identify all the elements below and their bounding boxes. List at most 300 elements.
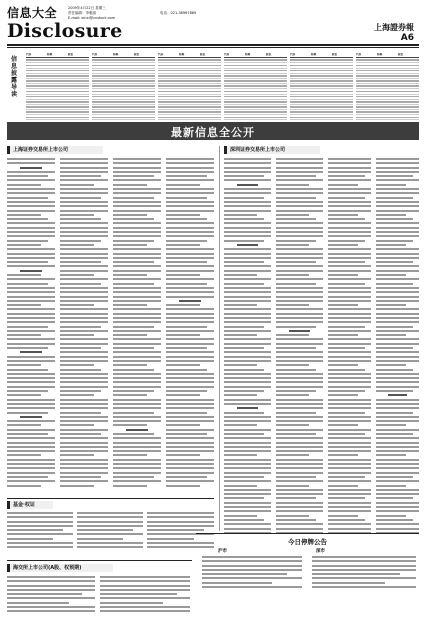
text-line xyxy=(328,317,371,319)
text-line xyxy=(60,360,108,362)
text-line xyxy=(166,403,214,405)
text-line xyxy=(166,235,214,237)
text-line xyxy=(276,377,323,379)
text-line xyxy=(328,467,371,469)
today-suspension-box xyxy=(196,533,419,616)
text-line xyxy=(376,304,406,306)
text-line xyxy=(376,326,413,328)
brand-name: 信息大全 xyxy=(7,6,58,20)
text-line xyxy=(328,326,365,328)
text-line xyxy=(20,167,42,169)
text-line xyxy=(224,523,271,525)
text-line xyxy=(60,356,108,358)
text-line xyxy=(60,416,108,418)
text-line xyxy=(276,399,323,401)
text-line xyxy=(328,179,371,181)
text-line xyxy=(276,446,323,448)
text-line xyxy=(60,192,108,194)
text-column-4 xyxy=(166,158,214,493)
text-line xyxy=(276,175,316,177)
text-line xyxy=(224,510,271,512)
text-line xyxy=(166,321,214,323)
text-line xyxy=(376,162,419,164)
text-line xyxy=(224,235,271,237)
text-line xyxy=(7,317,55,319)
text-line xyxy=(100,580,190,582)
text-line xyxy=(276,304,309,306)
header-cell: 简称 xyxy=(311,53,317,56)
text-line xyxy=(376,205,419,207)
text-line xyxy=(328,502,371,504)
text-line xyxy=(7,330,55,332)
text-line xyxy=(60,326,101,328)
text-line xyxy=(166,278,214,280)
text-line xyxy=(60,253,108,255)
text-line xyxy=(276,356,323,358)
text-line xyxy=(328,450,371,452)
text-line xyxy=(376,433,413,435)
text-line xyxy=(113,338,161,340)
text-line xyxy=(7,424,41,426)
text-line xyxy=(328,523,371,525)
text-line xyxy=(312,577,416,579)
text-line xyxy=(166,188,214,190)
text-line xyxy=(328,205,371,207)
text-line xyxy=(328,485,358,487)
text-line xyxy=(7,472,55,474)
text-line xyxy=(113,283,154,285)
text-line xyxy=(376,347,413,349)
text-line xyxy=(376,360,419,362)
text-line xyxy=(376,334,406,336)
text-line xyxy=(113,274,147,276)
text-line xyxy=(77,516,143,518)
text-line xyxy=(7,244,41,246)
text-line xyxy=(113,253,161,255)
text-line xyxy=(166,424,200,426)
text-line xyxy=(7,197,48,199)
text-line xyxy=(328,227,371,229)
text-line xyxy=(224,188,271,190)
text-line xyxy=(166,274,200,276)
text-line xyxy=(224,253,271,255)
text-line xyxy=(376,227,419,229)
text-line xyxy=(376,218,413,220)
text-line xyxy=(376,467,419,469)
text-line xyxy=(276,222,323,224)
text-line xyxy=(60,184,94,186)
text-line xyxy=(60,300,108,302)
text-line xyxy=(100,597,190,599)
text-line xyxy=(328,192,371,194)
text-line xyxy=(224,171,271,173)
text-line xyxy=(166,399,214,401)
disclosure-index-tables xyxy=(26,53,418,117)
text-line xyxy=(328,162,371,164)
text-line xyxy=(224,248,271,250)
text-line xyxy=(113,317,161,319)
text-line xyxy=(224,502,271,504)
text-line xyxy=(276,261,316,263)
text-line xyxy=(276,489,323,491)
text-line xyxy=(166,296,214,298)
text-line xyxy=(166,390,207,392)
text-line xyxy=(224,330,271,332)
text-line xyxy=(60,480,108,482)
text-line xyxy=(328,265,371,267)
text-line xyxy=(7,227,55,229)
text-line xyxy=(376,296,419,298)
text-line xyxy=(113,167,161,169)
text-line xyxy=(77,538,123,540)
text-line xyxy=(60,433,101,435)
text-line xyxy=(224,287,271,289)
text-line xyxy=(100,593,177,595)
text-line xyxy=(113,188,161,190)
text-line xyxy=(376,300,419,302)
text-line xyxy=(276,364,309,366)
text-line xyxy=(328,356,371,358)
text-line xyxy=(113,394,147,396)
text-line xyxy=(376,476,413,478)
text-line xyxy=(7,467,55,469)
text-line xyxy=(60,467,108,469)
side-label: 信息披露导读 xyxy=(10,56,17,98)
text-line xyxy=(376,416,419,418)
text-line xyxy=(113,399,161,401)
text-line xyxy=(166,420,214,422)
text-line xyxy=(224,265,271,267)
text-line xyxy=(113,351,161,353)
text-line xyxy=(202,565,302,567)
header-cell: 版位 xyxy=(332,53,338,56)
text-line xyxy=(7,321,55,323)
text-line xyxy=(276,240,316,242)
text-line xyxy=(7,201,55,203)
text-line xyxy=(100,602,163,604)
text-line xyxy=(166,184,200,186)
text-line xyxy=(276,158,323,160)
index-table xyxy=(158,53,221,126)
text-line xyxy=(7,446,55,448)
text-line xyxy=(376,253,419,255)
text-line xyxy=(376,175,413,177)
text-line xyxy=(147,516,214,518)
text-line xyxy=(147,512,214,514)
text-line xyxy=(100,585,190,587)
text-line xyxy=(328,188,371,190)
text-line xyxy=(60,205,108,207)
page-number: A6 xyxy=(400,33,414,43)
text-line xyxy=(224,399,271,401)
text-line xyxy=(166,201,214,203)
text-line xyxy=(7,533,73,535)
text-line xyxy=(166,210,214,212)
text-line xyxy=(276,317,323,319)
text-line xyxy=(376,214,406,216)
text-line xyxy=(166,467,214,469)
text-line xyxy=(376,308,419,310)
text-line xyxy=(276,313,323,315)
text-line xyxy=(60,248,108,250)
text-line xyxy=(113,231,161,233)
text-line xyxy=(376,210,419,212)
text-line xyxy=(376,377,419,379)
text-line xyxy=(113,240,154,242)
text-line xyxy=(60,442,108,444)
text-line xyxy=(7,585,95,587)
text-line xyxy=(60,420,108,422)
text-line xyxy=(60,412,101,414)
text-line xyxy=(7,450,55,452)
text-line xyxy=(328,283,365,285)
text-line xyxy=(166,240,207,242)
text-line xyxy=(113,420,161,422)
text-line xyxy=(113,459,161,461)
text-line xyxy=(7,296,55,298)
today-sh-label: 沪市 xyxy=(218,549,227,554)
text-line xyxy=(60,450,108,452)
text-line xyxy=(224,304,257,306)
index-table xyxy=(92,53,155,126)
text-line xyxy=(60,235,108,237)
text-line xyxy=(224,485,257,487)
text-line xyxy=(328,446,371,448)
text-line xyxy=(328,253,371,255)
text-line xyxy=(328,321,371,323)
text-line xyxy=(224,459,271,461)
text-line xyxy=(224,218,264,220)
text-line xyxy=(328,343,371,345)
text-line xyxy=(376,313,419,315)
text-line xyxy=(7,580,95,582)
text-line xyxy=(166,179,214,181)
text-line xyxy=(60,313,108,315)
text-line xyxy=(166,416,214,418)
text-line xyxy=(60,338,108,340)
text-line xyxy=(276,244,309,246)
text-line xyxy=(60,424,94,426)
text-line xyxy=(376,261,413,263)
text-line xyxy=(224,369,264,371)
text-line xyxy=(276,291,323,293)
text-line xyxy=(113,235,161,237)
text-line xyxy=(7,308,55,310)
text-line xyxy=(224,240,264,242)
text-line xyxy=(60,261,101,263)
text-line xyxy=(60,257,108,259)
today-sh-text xyxy=(202,556,302,612)
text-line xyxy=(224,433,264,435)
text-line xyxy=(276,274,309,276)
header-cell: 代码 xyxy=(26,53,32,56)
header-cell: 版位 xyxy=(266,53,272,56)
header-cell: 简称 xyxy=(245,53,251,56)
text-line xyxy=(276,300,323,302)
text-line xyxy=(7,175,48,177)
text-line xyxy=(376,373,419,375)
header-cell: 版位 xyxy=(200,53,206,56)
text-line xyxy=(166,222,214,224)
text-line xyxy=(113,454,147,456)
text-line xyxy=(147,538,194,540)
text-line xyxy=(60,179,108,181)
text-line xyxy=(7,205,55,207)
text-line xyxy=(7,274,41,276)
text-line xyxy=(60,244,94,246)
text-line xyxy=(276,463,323,465)
text-line xyxy=(328,420,371,422)
text-line xyxy=(276,454,309,456)
text-line xyxy=(202,586,302,588)
text-line xyxy=(202,556,302,558)
index-table xyxy=(26,53,89,126)
text-line xyxy=(312,565,416,567)
text-line xyxy=(7,529,63,531)
text-line xyxy=(224,476,264,478)
text-line xyxy=(376,472,419,474)
text-line xyxy=(328,433,365,435)
text-line xyxy=(237,184,258,186)
text-line xyxy=(224,300,271,302)
text-line xyxy=(276,459,323,461)
text-line xyxy=(60,446,108,448)
text-line xyxy=(224,222,271,224)
text-line xyxy=(166,192,214,194)
text-line xyxy=(113,214,147,216)
text-line xyxy=(276,420,323,422)
text-line xyxy=(328,184,358,186)
text-line xyxy=(224,420,271,422)
text-line xyxy=(276,416,323,418)
text-line xyxy=(328,287,371,289)
text-line xyxy=(113,296,161,298)
text-line xyxy=(60,296,108,298)
text-line xyxy=(77,525,143,527)
text-line xyxy=(224,274,257,276)
text-line xyxy=(276,351,323,353)
text-line xyxy=(113,218,154,220)
text-line xyxy=(276,210,323,212)
text-line xyxy=(113,330,161,332)
text-line xyxy=(276,476,316,478)
text-line xyxy=(276,338,323,340)
text-line xyxy=(376,412,413,414)
text-line xyxy=(126,429,148,431)
text-line xyxy=(328,463,371,465)
text-line xyxy=(113,433,154,435)
header-cell: 版位 xyxy=(68,53,74,56)
text-line xyxy=(113,476,154,478)
text-line xyxy=(224,197,264,199)
text-line xyxy=(224,472,271,474)
text-line xyxy=(7,538,53,540)
text-line xyxy=(60,197,101,199)
text-line xyxy=(276,381,323,383)
header-cell: 版位 xyxy=(134,53,140,56)
text-line xyxy=(7,287,55,289)
text-line xyxy=(100,610,190,612)
text-line xyxy=(376,407,419,409)
text-line xyxy=(376,489,419,491)
text-line xyxy=(328,407,371,409)
text-line xyxy=(376,201,419,203)
text-line xyxy=(328,210,371,212)
text-line xyxy=(7,248,55,250)
text-line xyxy=(376,528,419,530)
text-line xyxy=(276,227,323,229)
text-line xyxy=(376,248,419,250)
text-line xyxy=(113,463,161,465)
text-line xyxy=(100,576,190,578)
text-line xyxy=(376,369,413,371)
text-line xyxy=(376,399,419,401)
text-line xyxy=(166,231,214,233)
header-cell: 简称 xyxy=(377,53,383,56)
text-line xyxy=(113,244,147,246)
text-line xyxy=(276,394,309,396)
header-cell: 简称 xyxy=(113,53,119,56)
text-line xyxy=(166,265,214,267)
text-line xyxy=(7,326,48,328)
text-line xyxy=(328,390,365,392)
text-line xyxy=(376,192,419,194)
text-line xyxy=(147,525,214,527)
text-line xyxy=(60,265,108,267)
text-line xyxy=(7,222,55,224)
text-column-5 xyxy=(224,158,271,538)
text-line xyxy=(224,364,257,366)
text-line xyxy=(328,476,365,478)
text-line xyxy=(224,489,271,491)
text-line xyxy=(328,330,371,332)
text-line xyxy=(376,506,419,508)
text-line xyxy=(7,171,55,173)
text-line xyxy=(376,523,419,525)
text-line xyxy=(7,188,55,190)
text-line xyxy=(376,429,419,431)
text-line xyxy=(166,360,214,362)
text-line xyxy=(113,270,161,272)
text-line xyxy=(224,515,257,517)
text-line xyxy=(376,446,419,448)
text-line xyxy=(166,459,214,461)
funds-rule xyxy=(7,498,214,499)
text-line xyxy=(276,407,323,409)
phone-meta xyxy=(160,11,250,16)
text-line xyxy=(166,308,214,310)
text-line xyxy=(166,330,214,332)
text-line xyxy=(376,291,419,293)
text-line xyxy=(276,167,323,169)
text-line xyxy=(328,300,371,302)
text-line xyxy=(166,197,207,199)
text-line xyxy=(77,521,143,523)
text-line xyxy=(328,519,365,521)
text-line xyxy=(166,248,214,250)
text-line xyxy=(60,369,101,371)
text-line xyxy=(7,278,55,280)
text-line xyxy=(276,287,323,289)
text-line xyxy=(7,394,41,396)
text-line xyxy=(7,525,73,527)
text-line xyxy=(276,390,316,392)
text-line xyxy=(113,205,161,207)
text-line xyxy=(166,356,214,358)
text-line xyxy=(276,253,323,255)
text-line xyxy=(224,257,271,259)
text-line xyxy=(20,351,42,353)
